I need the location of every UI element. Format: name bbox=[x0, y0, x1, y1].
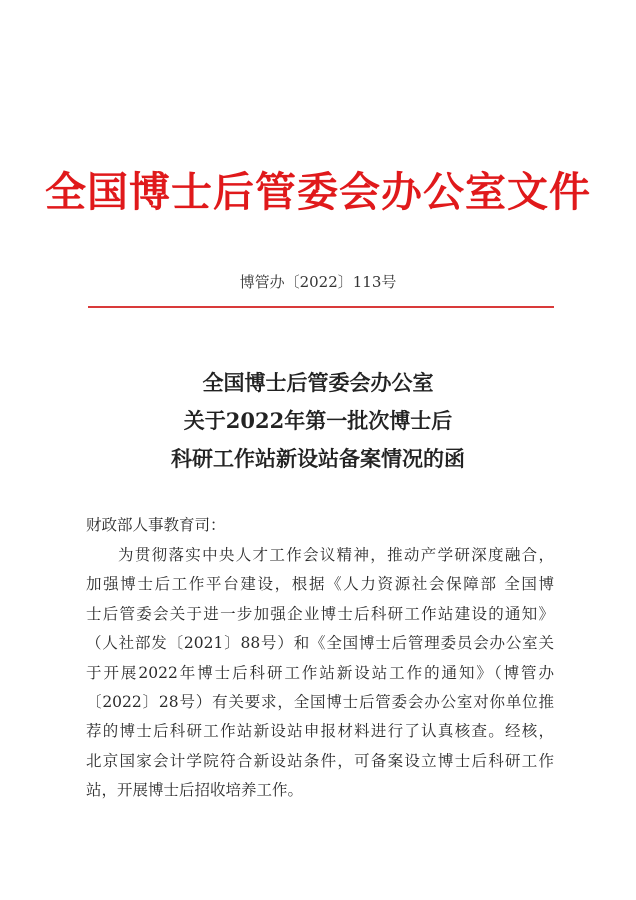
body-line: 加强博士后工作平台建设，根据《人力资源社会保障部 全国博 bbox=[86, 575, 554, 594]
subject-line-3: 科研工作站新设站备案情况的函 bbox=[171, 446, 465, 471]
body-line: 北京国家会计学院符合新设站条件，可备案设立博士后科研工作 bbox=[86, 751, 554, 770]
body-line: （人社部发〔2021〕88号）和《全国博士后管理委员会办公室关 bbox=[86, 634, 554, 653]
body-line: 于开展2022年博士后科研工作站新设站工作的通知》（博管办 bbox=[86, 663, 554, 682]
body-line: 站，开展博士后招收培养工作。 bbox=[86, 781, 304, 800]
body-line: 为贯彻落实中央人才工作会议精神，推动产学研深度融合， bbox=[118, 546, 554, 564]
body-line: 荐的博士后科研工作站新设站申报材料进行了认真核查。经核， bbox=[86, 722, 554, 741]
body-line: 士后管委会关于进一步加强企业博士后科研工作站建设的通知》 bbox=[86, 604, 554, 623]
subject-line-2: 关于2022年第一批次博士后 bbox=[183, 408, 453, 433]
body-line: 〔2022〕28号）有关要求，全国博士后管委会办公室对你单位推 bbox=[86, 692, 554, 711]
document-header-title: 全国博士后管委会办公室文件 bbox=[45, 168, 591, 216]
subject-line-1: 全国博士后管委会办公室 bbox=[202, 370, 434, 395]
red-divider-line bbox=[88, 306, 554, 308]
document-subject bbox=[0, 364, 636, 478]
body-paragraph bbox=[86, 541, 554, 806]
addressee: 财政部人事教育司： bbox=[86, 516, 226, 534]
document-number: 博管办〔2022〕113号 bbox=[239, 273, 397, 291]
